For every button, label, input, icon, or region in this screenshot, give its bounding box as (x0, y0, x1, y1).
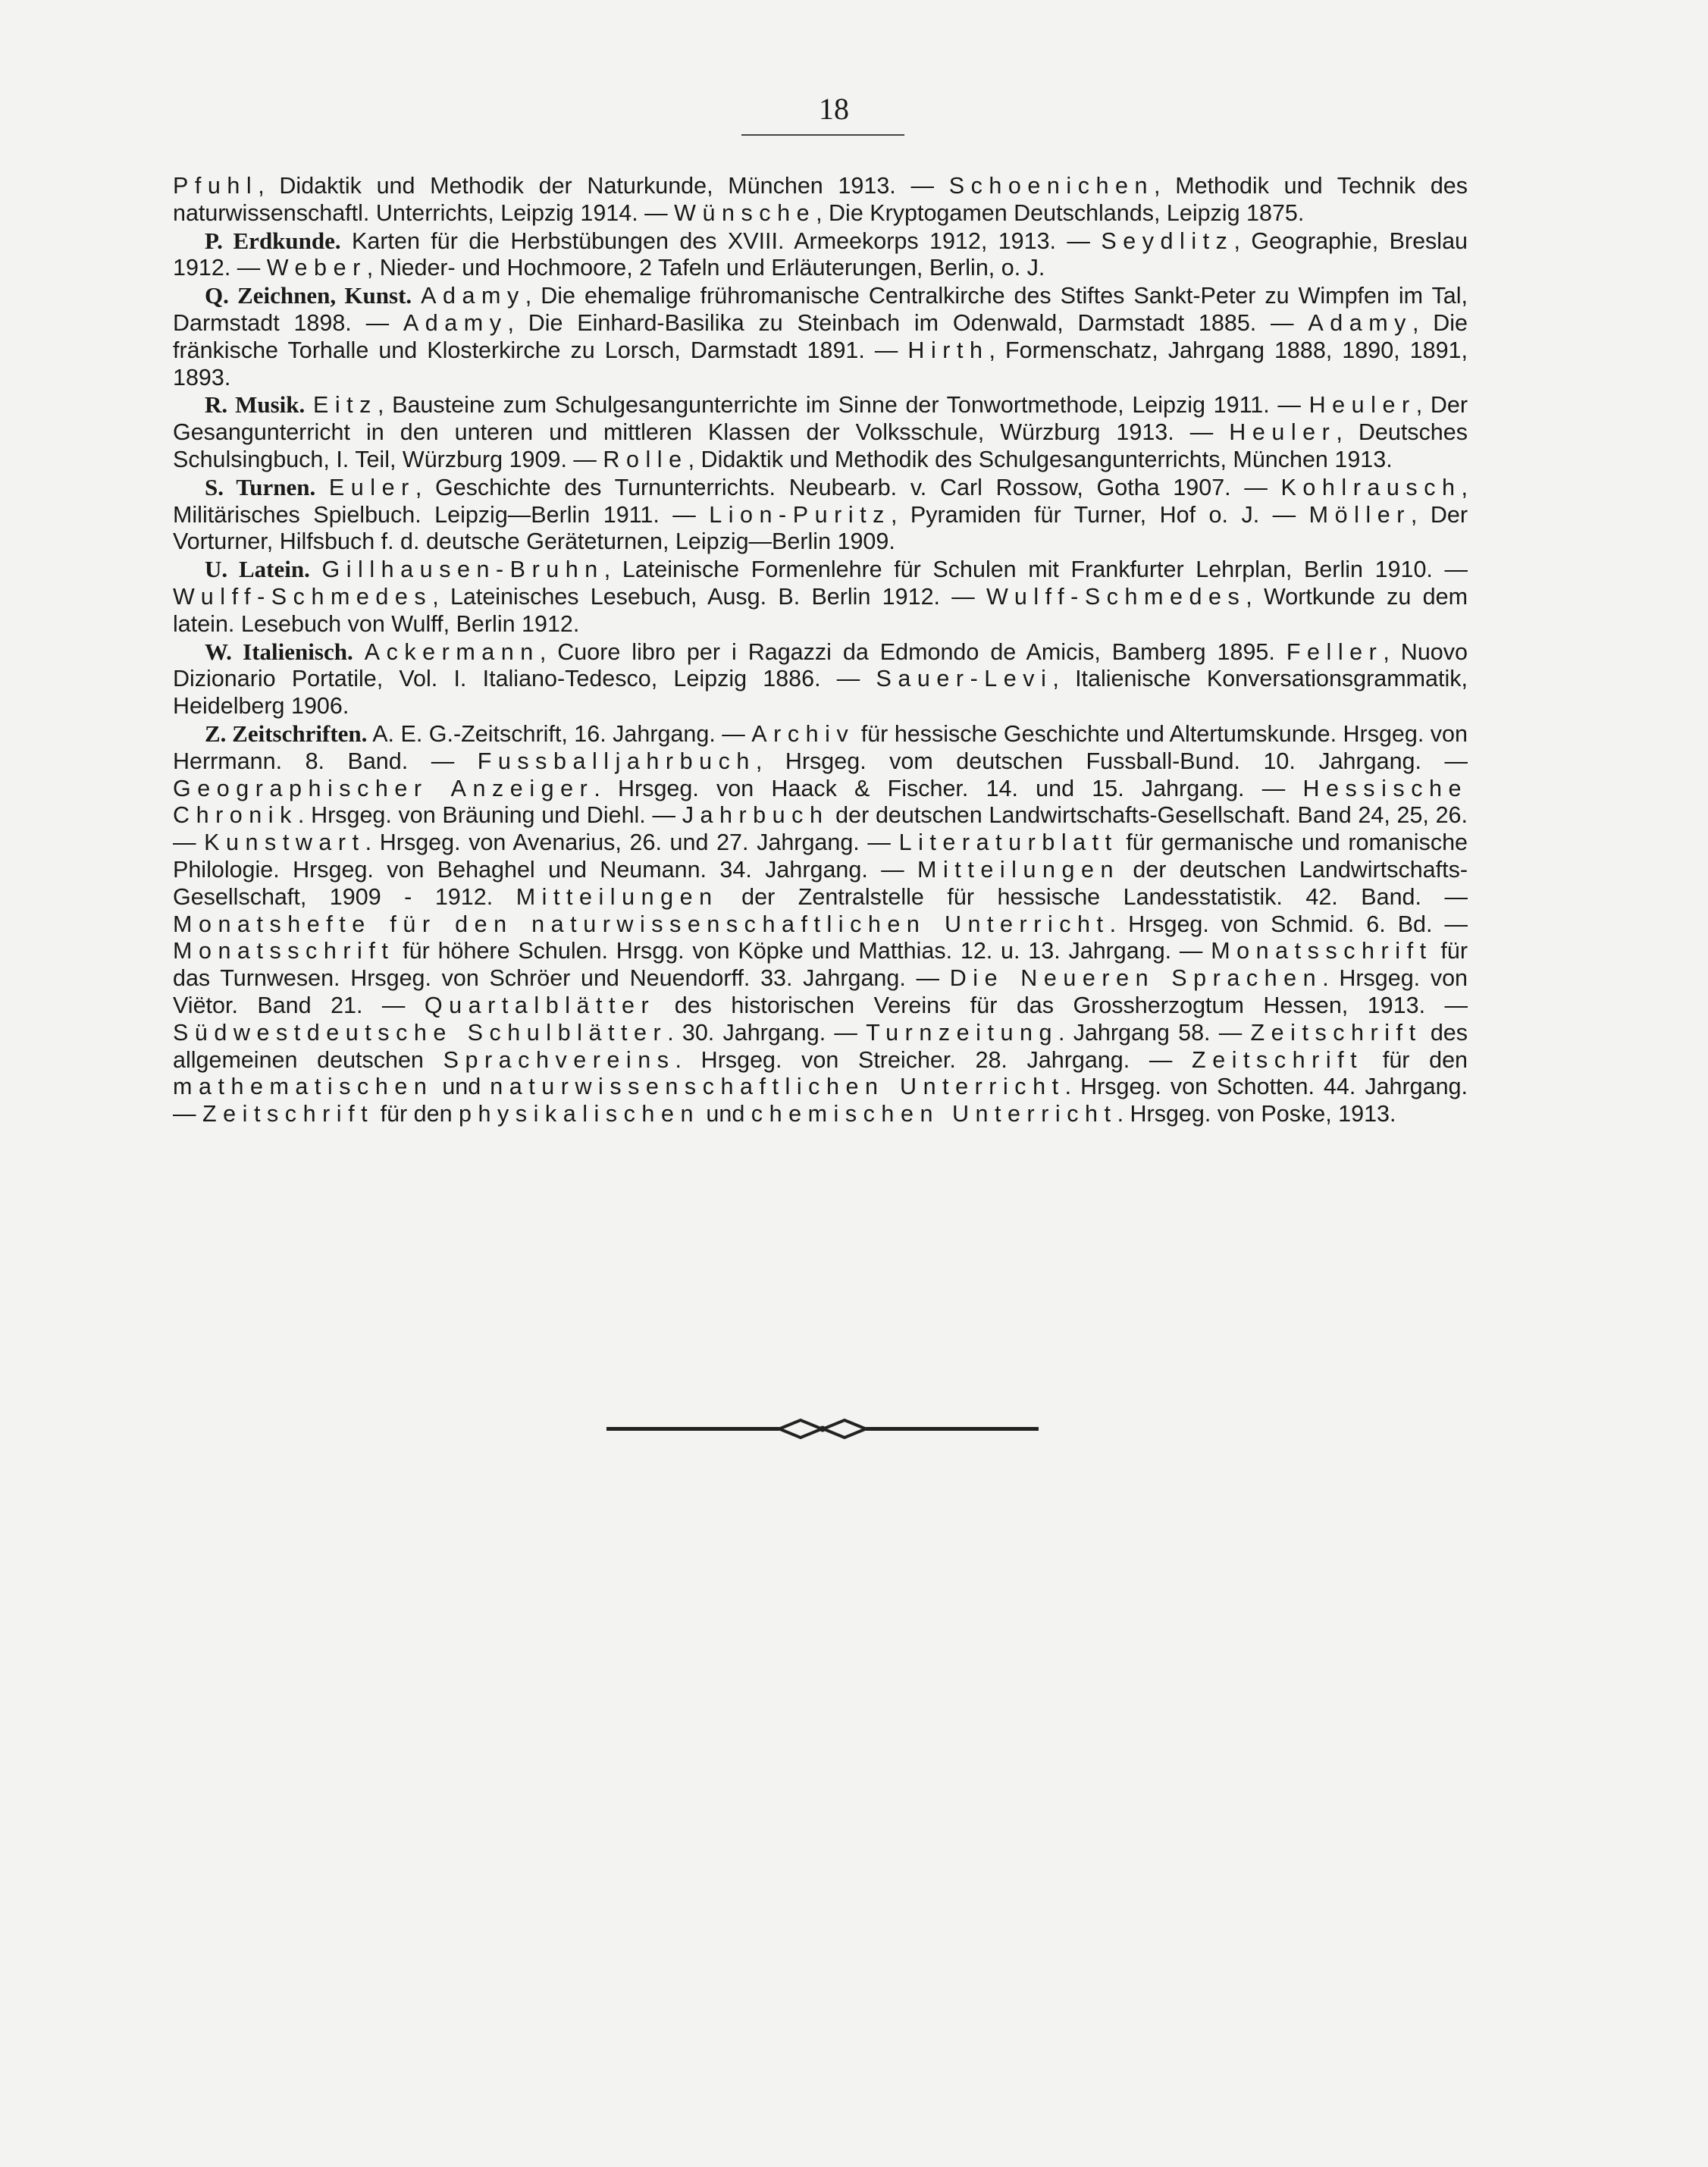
text-run: für den (1363, 1046, 1468, 1073)
text-run: , Lateinisches Lesebuch, Ausg. B. Berlin 1912. — (432, 583, 987, 610)
text-run: , Die Einhard-Basilika zu Steinbach im Odenwald, Darmstadt 1885. — (507, 309, 1308, 336)
spaced-author-name: Weber (266, 255, 367, 281)
spaced-author-name: Sauer-Levi (876, 666, 1053, 692)
spaced-author-name: chemischen Unterricht (751, 1101, 1117, 1127)
spaced-author-name: Lion-Puritz (709, 501, 891, 528)
section-heading: S. Turnen. (205, 473, 316, 500)
text-run: , Nuovo Dizionario Portatile, Vol. I. Italiano-Tedesco, Leipzig 1886. — (173, 638, 1468, 692)
text-run: für germanische und romanische Philologie. Hrsgeg. von Behaghel und Neumann. 34. Jahrgang. — (173, 829, 1468, 883)
text-run: . Hrsgeg. von Haack & Fischer. 14. und 15. Jahrgang. — (594, 775, 1303, 801)
text-run: Karten für die Herbstübungen des XVIII. Armeekorps 1912, 1913. — (340, 227, 1102, 254)
text-run: , Deutsches Schulsingbuch, I. Teil, Würzburg 1909. — (173, 419, 1468, 472)
spaced-author-name: Hessische Chronik (173, 775, 1468, 829)
text-run: der deutschen Landwirtschafts-Gesellschaft, 1909 - 1912. (173, 856, 1468, 910)
spaced-author-name: Schoenichen (948, 173, 1155, 199)
text-run: , Militärisches Spielbuch. Leipzig—Berlin 1911. — (173, 474, 1468, 528)
section-heading: U. Latein. (205, 556, 310, 583)
text-run: , Bausteine zum Schulgesangunterrichte im Sinne der Tonwortmethode, Leipzig 1911. — (377, 392, 1309, 419)
spaced-author-name: Adamy (403, 309, 508, 336)
section-heading: W. Italienisch. (205, 638, 353, 665)
text-run: für den (374, 1101, 459, 1127)
spaced-author-name: Jahrbuch (682, 802, 829, 829)
text-run: , Nieder- und Hochmoore, 2 Tafeln und Erläuterungen, Berlin, o. J. (366, 255, 1045, 281)
spaced-author-name: Kunstwart (204, 829, 365, 856)
spaced-author-name: Euler (328, 474, 415, 500)
text-run: , Formenschatz, Jahrgang 1888, 1890, 1891, 1893. (173, 337, 1468, 390)
page-number-rule (741, 134, 904, 136)
spaced-author-name: naturwissenschaftlichen Unterricht (490, 1074, 1065, 1100)
text-run: des historischen Vereins für das Grossherzogtum Hessen, 1913. — (655, 992, 1468, 1018)
section-heading: Q. Zeichnen, Kunst. (205, 282, 412, 309)
spaced-author-name: Feller (1286, 638, 1384, 665)
spaced-author-name: Seydlitz (1101, 227, 1234, 254)
spaced-author-name: Adamy (1308, 309, 1412, 336)
spaced-author-name: Mitteilungen (917, 856, 1120, 883)
spaced-author-name: Zeitschrift (1250, 1019, 1422, 1046)
spaced-author-name: Heuler (1229, 419, 1337, 446)
spaced-author-name: Adamy (421, 283, 525, 309)
section-heading: P. Erdkunde. (205, 227, 341, 254)
text-run: . Hrsgeg. von Viëtor. Band 21. — (173, 965, 1468, 1018)
text-run: , Geschichte des Turnunterrichts. Neubearb. v. Carl Rossow, Gotha 1907. — (415, 474, 1281, 500)
spaced-author-name: Geographischer Anzeiger (173, 775, 594, 801)
spaced-author-name: Sprachvereins (443, 1046, 675, 1073)
text-run: , Die fränkische Torhalle und Klosterkirche zu Lorsch, Darmstadt 1891. — (173, 309, 1468, 363)
page-number: 18 (819, 92, 849, 126)
paragraph-S (173, 474, 1468, 556)
text-run: für das Turnwesen. Hrsgeg. von Schröer und Neuendorff. 33. Jahrgang. — (173, 938, 1468, 992)
text-run: der Zentralstelle für hessische Landesstatistik. 42. Band. — (718, 883, 1468, 910)
spaced-author-name: Kohlrausch (1280, 474, 1462, 500)
text-run: , Italienische Konversationsgrammatik, Heidelberg 1906. (173, 666, 1468, 720)
paragraph-W (173, 638, 1468, 720)
spaced-author-name: Hirth (907, 337, 989, 363)
text-run: und (433, 1074, 490, 1100)
text-run: . Hrsgeg. von Poske, 1913. (1117, 1101, 1396, 1127)
text-run: , Didaktik und Methodik der Naturkunde, München 1913. — (258, 173, 949, 199)
text-run: . 30. Jahrgang. — (667, 1019, 867, 1046)
spaced-author-name: Turnzeitung (866, 1019, 1058, 1046)
text-run: , Lateinische Formenlehre für Schulen mit Frankfurter Lehrplan, Berlin 1910. — (603, 557, 1468, 583)
text-run: . Hrsgeg. von Schotten. 44. Jahrgang. — (173, 1074, 1468, 1127)
text-run: , Der Gesangunterricht in den unteren und mittleren Klassen der Volksschule, Würzburg 1913. — (173, 392, 1468, 446)
section-heading: Z. Zeitschriften. (205, 720, 368, 747)
text-run (353, 639, 365, 665)
text-run: . Hrsgeg. von Schmid. 6. Bd. — (1109, 911, 1468, 937)
text-run (315, 475, 329, 500)
spaced-author-name: Quartalblätter (424, 992, 656, 1018)
text-run: für höhere Schulen. Hrsgg. von Köpke und Matthias. 12. u. 13. Jahrgang. — (394, 938, 1211, 964)
paragraph-P (173, 227, 1468, 283)
text-run: , Hrsgeg. vom deutschen Fussball-Bund. 10. Jahrgang. — (755, 748, 1468, 774)
spaced-author-name: mathematischen (173, 1074, 434, 1100)
spaced-author-name: Heuler (1308, 392, 1416, 419)
text-run: , Der Vorturner, Hilfsbuch f. d. deutsche Geräteturnen, Leipzig—Berlin 1909. (173, 501, 1468, 555)
paragraph-Q (173, 282, 1468, 391)
paragraph-cont (173, 173, 1468, 227)
text-run: , Die Kryptogamen Deutschlands, Leipzig 1875. (816, 199, 1305, 226)
spaced-author-name: Wünsche (674, 199, 816, 226)
text-run: , Geographie, Breslau 1912. — (173, 227, 1468, 281)
spaced-author-name: Literaturblatt (898, 829, 1118, 856)
spaced-author-name: Archiv (751, 720, 855, 747)
text-run: . Jahrgang 58. — (1058, 1019, 1251, 1046)
spaced-author-name: Möller (1308, 501, 1411, 528)
text-run: , Die ehemalige frühromanische Centralkirche des Stiftes Sankt-Peter zu Wimpfen im Tal, Darmstadt 1898. — (173, 283, 1468, 336)
text-run: , Wortkunde zu dem latein. Lesebuch von Wulff, Berlin 1912. (173, 583, 1468, 637)
bibliography-text (173, 173, 1468, 1128)
spaced-author-name: Eitz (312, 392, 378, 419)
text-run: , Methodik und Technik des naturwissenschaftl. Unterrichts, Leipzig 1914. — (173, 173, 1468, 226)
spaced-author-name: Wulff-Schmedes (173, 583, 433, 610)
spaced-author-name: Fussballjahrbuch (477, 748, 756, 774)
text-run: und (699, 1101, 751, 1127)
spaced-author-name: Wulff-Schmedes (986, 583, 1246, 610)
paragraph-Z (173, 720, 1468, 1128)
paragraph-R (173, 391, 1468, 473)
text-run (305, 392, 313, 418)
spaced-author-name: Rolle (603, 446, 688, 472)
spaced-author-name: Monatsschrift (1211, 938, 1433, 964)
spaced-author-name: Zeitschrift (202, 1101, 375, 1127)
spaced-author-name: Gillhausen-Bruhn (321, 557, 604, 583)
spaced-author-name: Südwestdeutsche Schulblätter (173, 1019, 668, 1046)
text-run: für hessische Geschichte und Altertumskunde. Hrsgeg. von Herrmann. 8. Band. — (173, 720, 1468, 774)
spaced-author-name: Monatshefte für den naturwissenschaftlichen Unterricht (173, 911, 1110, 937)
section-heading: R. Musik. (205, 391, 306, 419)
spaced-author-name: Zeitschrift (1192, 1046, 1364, 1073)
paragraph-U (173, 556, 1468, 638)
text-run: . Hrsgeg. von Streicher. 28. Jahrgang. — (675, 1046, 1192, 1073)
diamond-rule-ornament-icon (606, 1414, 1039, 1444)
text-run (412, 283, 421, 309)
text-run: des allgemeinen deutschen (173, 1019, 1468, 1073)
spaced-author-name: physikalischen (459, 1101, 700, 1127)
text-run: , Pyramiden für Turner, Hof o. J. — (890, 501, 1309, 528)
spaced-author-name: Pfuhl (173, 173, 259, 199)
spaced-author-name: Die Neueren Sprachen (949, 965, 1323, 992)
text-run: . Hrsgeg. von Avenarius, 26. und 27. Jahrgang. — (365, 829, 899, 856)
text-run (310, 557, 322, 582)
text-run: der deutschen Landwirtschafts-Gesellschaft. Band 24, 25, 26. — (173, 802, 1468, 856)
spaced-author-name: Ackermann (364, 638, 540, 665)
spaced-author-name: Mitteilungen (516, 883, 719, 910)
text-run: , Didaktik und Methodik des Schulgesangunterrichts, München 1913. (688, 446, 1393, 472)
text-run: , Cuore libro per i Ragazzi da Edmondo de Amicis, Bamberg 1895. (539, 638, 1286, 665)
text-run: A. E. G.-Zeitschrift, 16. Jahrgang. — (367, 720, 752, 747)
spaced-author-name: Monatsschrift (173, 938, 395, 964)
text-run: . Hrsgeg. von Bräuning und Diehl. — (297, 802, 682, 829)
